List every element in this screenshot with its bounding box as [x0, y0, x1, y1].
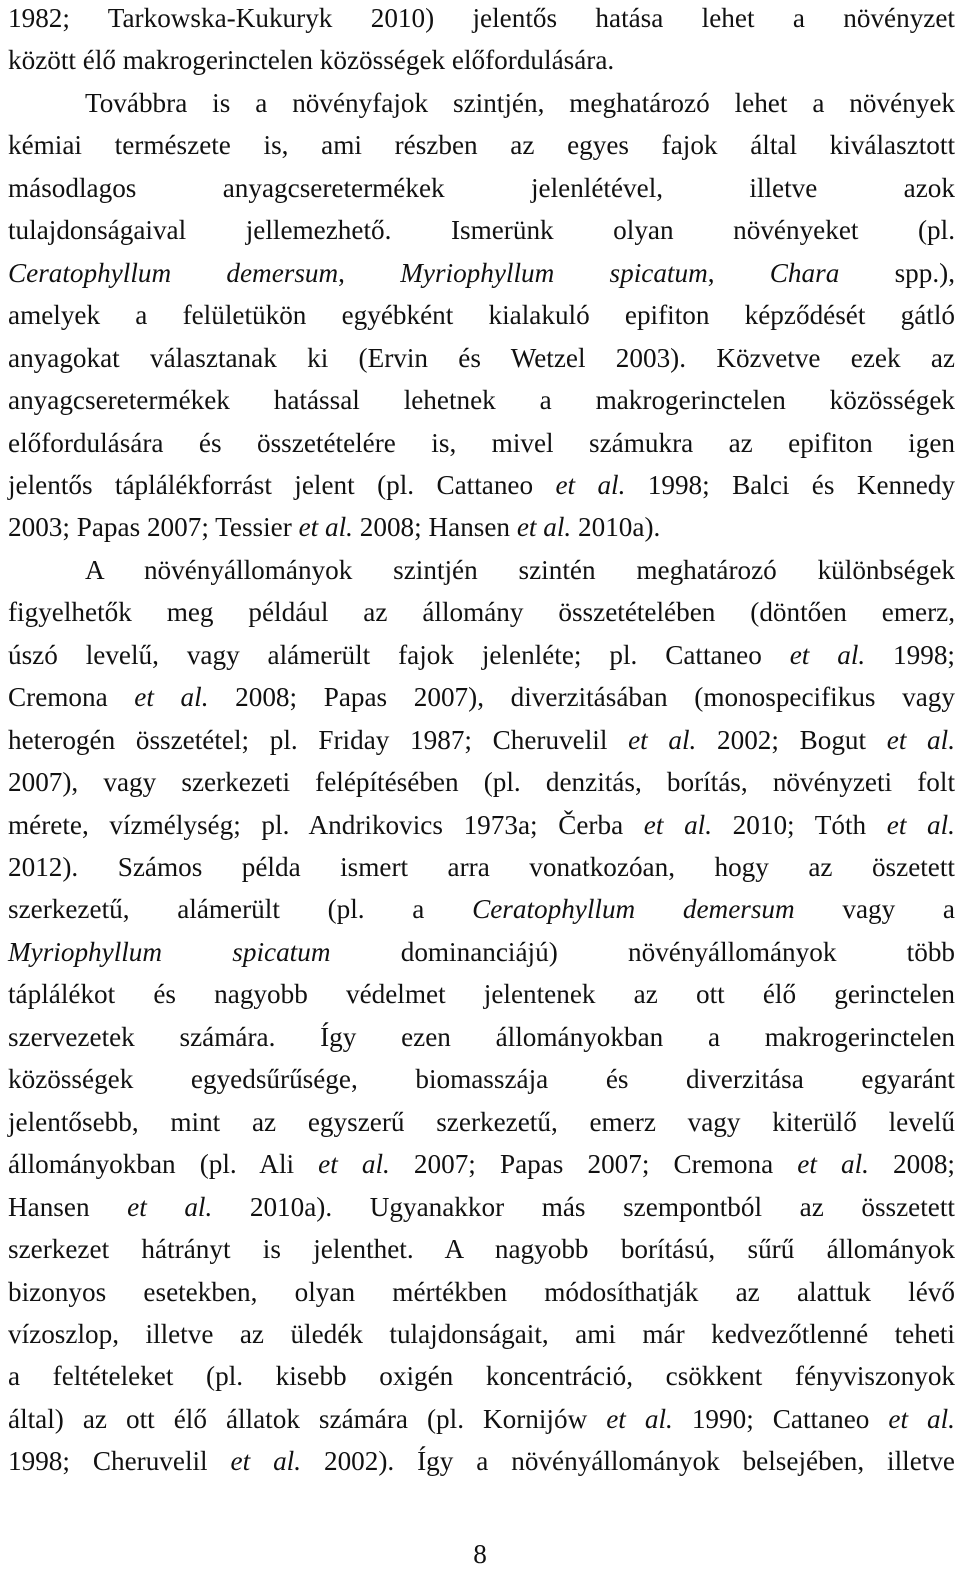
page-number: 8 [473, 1539, 487, 1569]
text-line: heterogén összetétel; pl. Friday 1987; Cheruvelil et al. 2002; Bogut et al. [8, 724, 955, 755]
text-line: közösségek egyedsűrűsége, biomasszája és diverzitása egyaránt [8, 1064, 955, 1095]
text-line: A növényállományok szintjén szintén meghatározó különbségek [85, 554, 955, 585]
text-line: a feltételeket (pl. kisebb oxigén koncentráció, csökkent fényviszonyok [8, 1361, 955, 1392]
text-line: szerkezet hátrányt is jelenthet. A nagyobb borítású, sűrű állományok [8, 1234, 955, 1265]
text-line: Cremona et al. 2008; Papas 2007), diverzitásában (monospecifikus vagy [8, 682, 955, 713]
text-line: kémiai természete is, ami részben az egyes fajok által kiválasztott [8, 130, 955, 161]
text-line: másodlagos anyagcseretermékek jelenlétével, illetve azok [8, 172, 955, 203]
text-line: Hansen et al. 2010a). Ugyanakkor más szempontból az összetett [8, 1191, 955, 1222]
text-line: Továbbra is a növényfajok szintjén, meghatározó lehet a növények [85, 87, 955, 118]
text-line: 1998; Cheruvelil et al. 2002). Így a növényállományok belsejében, illetve [8, 1446, 955, 1477]
text-line: jelentősebb, mint az egyszerű szerkezetű, emerz vagy kiterülő levelű [8, 1106, 955, 1137]
text-line: 2007), vagy szerkezeti felépítésében (pl. denzitás, borítás, növényzeti folt [8, 767, 955, 798]
text-line: amelyek a felületükön egyébként kialakuló epifiton képződését gátló [8, 300, 955, 331]
text-line: anyagcseretermékek hatással lehetnek a makrogerinctelen közösségek [8, 385, 955, 416]
text-line: által) az ott élő állatok számára (pl. Kornijów et al. 1990; Cattaneo et al. [8, 1403, 955, 1434]
text-line: szerkezetű, alámerült (pl. a Ceratophyllum demersum vagy a [8, 894, 955, 925]
text-line: között élő makrogerinctelen közösségek előfordulására. [8, 45, 615, 76]
text-line: táplálékot és nagyobb védelmet jelentenek az ott élő gerinctelen [8, 979, 955, 1010]
text-line: 1982; Tarkowska-Kukuryk 2010) jelentős hatása lehet a növényzet [8, 3, 955, 33]
text-line: bizonyos esetekben, olyan mértékben módosíthatják az alattuk lévő [8, 1276, 955, 1307]
text-line: mérete, vízmélység; pl. Andrikovics 1973a; Čerba et al. 2010; Tóth et al. [8, 809, 955, 840]
text-line: Ceratophyllum demersum, Myriophyllum spicatum, Chara spp.), [8, 257, 955, 288]
text-line: figyelhetők meg például az állomány összetételében (döntően emerz, [8, 597, 955, 628]
text-line: Myriophyllum spicatum dominanciájú) növényállományok több [8, 936, 956, 967]
text-line: szervezetek számára. Így ezen állományokban a makrogerinctelen [8, 1021, 955, 1052]
text-line: 2003; Papas 2007; Tessier et al. 2008; Hansen et al. 2010a). [8, 512, 661, 543]
text-line: 2012). Számos példa ismert arra vonatkozóan, hogy az öszetett [8, 852, 955, 882]
text-line: anyagokat választanak ki (Ervin és Wetzel 2003). Közvetve ezek az [8, 342, 955, 373]
text-line: vízoszlop, illetve az üledék tulajdonságait, ami már kedvezőtlenné teheti [8, 1318, 955, 1349]
text-line: úszó levelű, vagy alámerült fajok jelenléte; pl. Cattaneo et al. 1998; [8, 639, 955, 670]
text-line: előfordulására és összetételére is, mivel számukra az epifiton igen [8, 427, 955, 458]
text-line: jelentős táplálékforrást jelent (pl. Cattaneo et al. 1998; Balci és Kennedy [8, 469, 955, 500]
text-line: tulajdonságaival jellemezhető. Ismerünk olyan növényeket (pl. [8, 215, 955, 246]
text-line: állományokban (pl. Ali et al. 2007; Papas 2007; Cremona et al. 2008; [8, 1149, 955, 1180]
